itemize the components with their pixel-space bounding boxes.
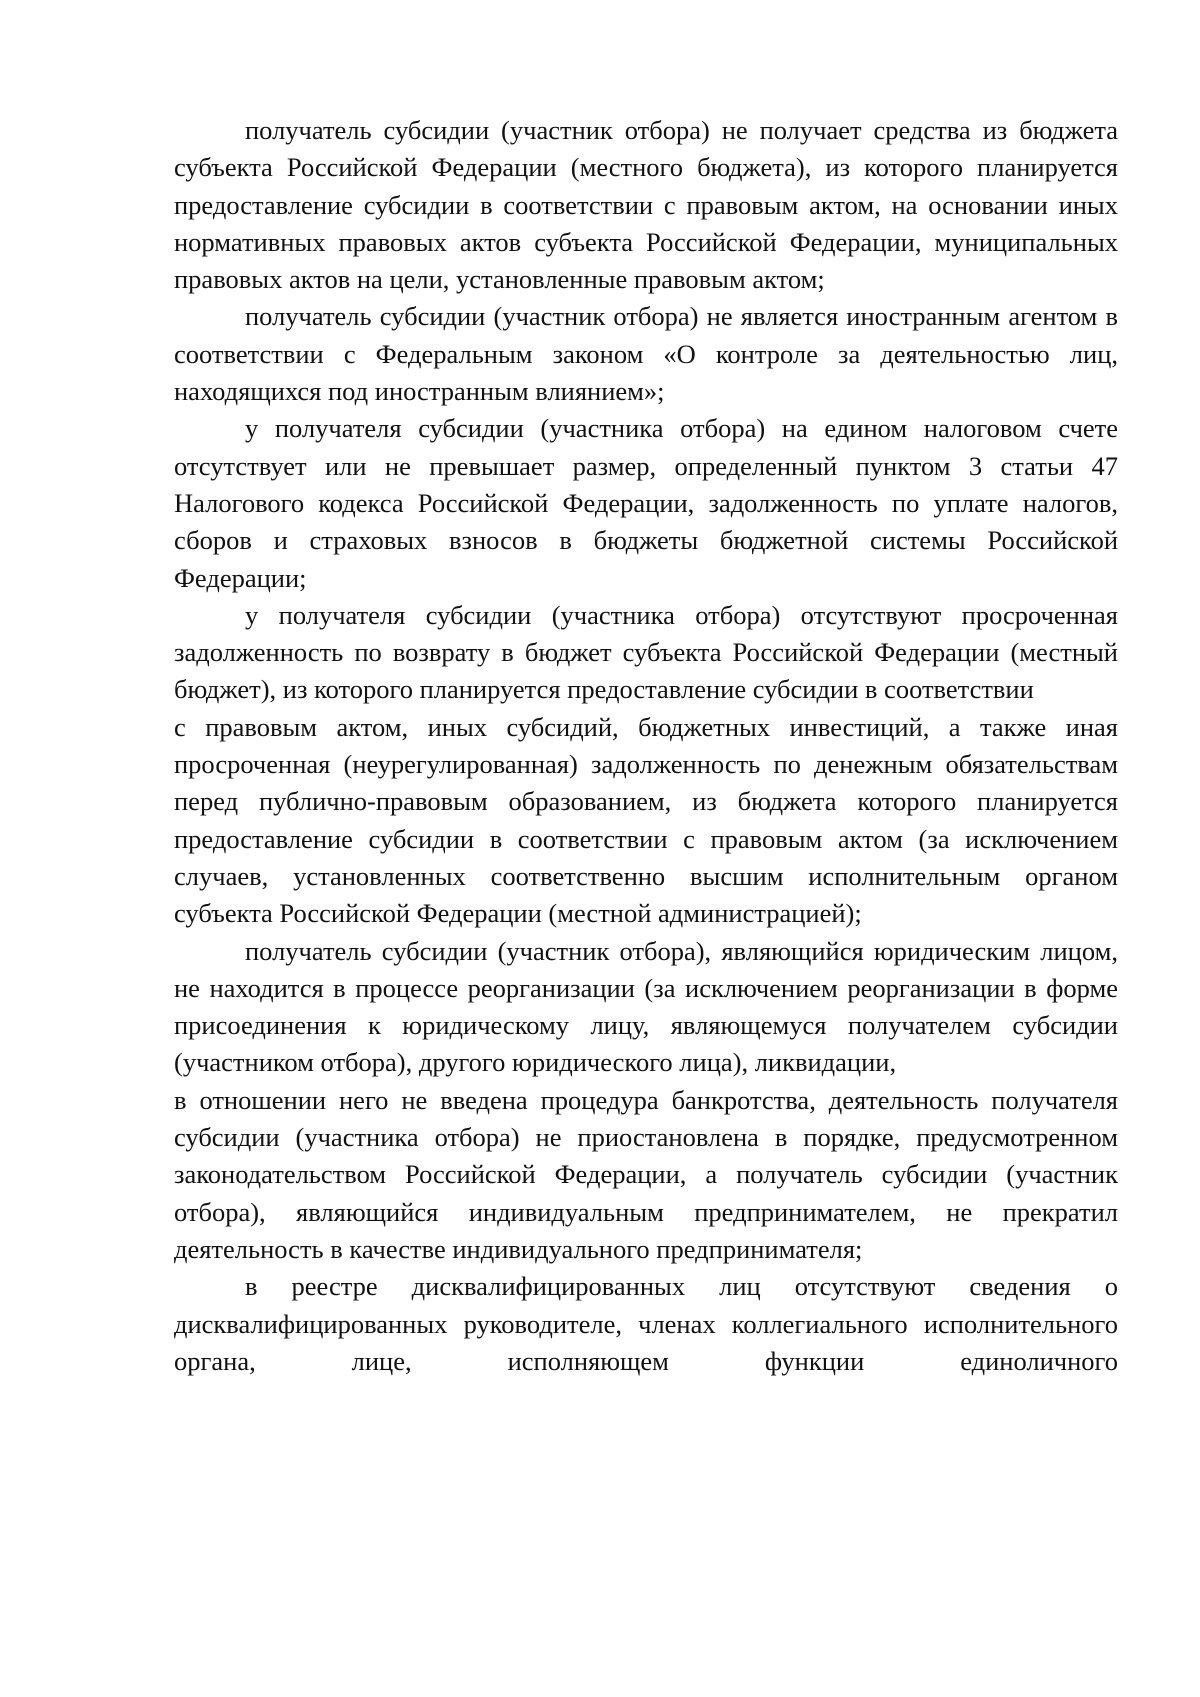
paragraph-tax-debt: у получателя субсидии (участника отбора) на едином налоговом счете отсутствует или не превышает размер, определенный пунктом 3 статьи 47 Налогового кодекса Российской Федерации, задолженность по уплате налогов, сборов и страховых взносов в бюджеты бюджетной системы Российской Федерации; [174, 413, 1118, 593]
paragraph-no-bankruptcy: в отношении него не введена процедура банкротства, деятельность получателя субсидии (участника отбора) не приостановлена в порядке, предусмотренном законодательством Российской Федерации, а получатель субсидии (участник отбора), являющийся индивидуальным предпринимателем, не прекратил деятельность в качестве индивидуального предпринимателя; [174, 1084, 1118, 1264]
paragraph-overdue-debt-continued: с правовым актом, иных субсидий, бюджетных инвестиций, а также иная просроченная (неурегулированная) задолженность по денежным обязательствам перед публично-правовым образованием, из бюджета которого планируется предоставление субсидии в соответствии с правовым актом (за исключением случаев, установленных соответственно высшим исполнительным органом субъекта Российской Федерации (местной администрацией); [174, 711, 1118, 929]
paragraph-no-other-budget-funds: получатель субсидии (участник отбора) не получает средства из бюджета субъекта Российской Федерации (местного бюджета), из которого планируется предоставление субсидии в соответствии с правовым актом, на основании иных нормативных правовых актов субъекта Российской Федерации, муниципальных правовых актов на цели, установленные правовым актом; [174, 115, 1118, 295]
paragraph-overdue-debt: у получателя субсидии (участника отбора) отсутствуют просроченная задолженность по возврату в бюджет субъекта Российской Федерации (местный бюджет), из которого планируется предоставление субсидии в соответствии [174, 599, 1118, 705]
document-body [174, 112, 1118, 1380]
paragraph-not-foreign-agent: получатель субсидии (участник отбора) не является иностранным агентом в соответствии с Федеральным законом «О контроле за деятельностью лиц, находящихся под иностранным влиянием»; [174, 301, 1118, 407]
paragraph-no-reorganization: получатель субсидии (участник отбора), являющийся юридическим лицом, не находится в процессе реорганизации (за исключением реорганизации в форме присоединения к юридическому лицу, являющемуся получателем субсидии (участником отбора), другого юридического лица), ликвидации, [174, 935, 1118, 1078]
paragraph-disqualified-registry: в реестре дисквалифицированных лиц отсутствуют сведения о дисквалифицированных руководителе, членах коллегиального исполнительного органа, лице, исполняющем функции единоличного [174, 1271, 1118, 1376]
